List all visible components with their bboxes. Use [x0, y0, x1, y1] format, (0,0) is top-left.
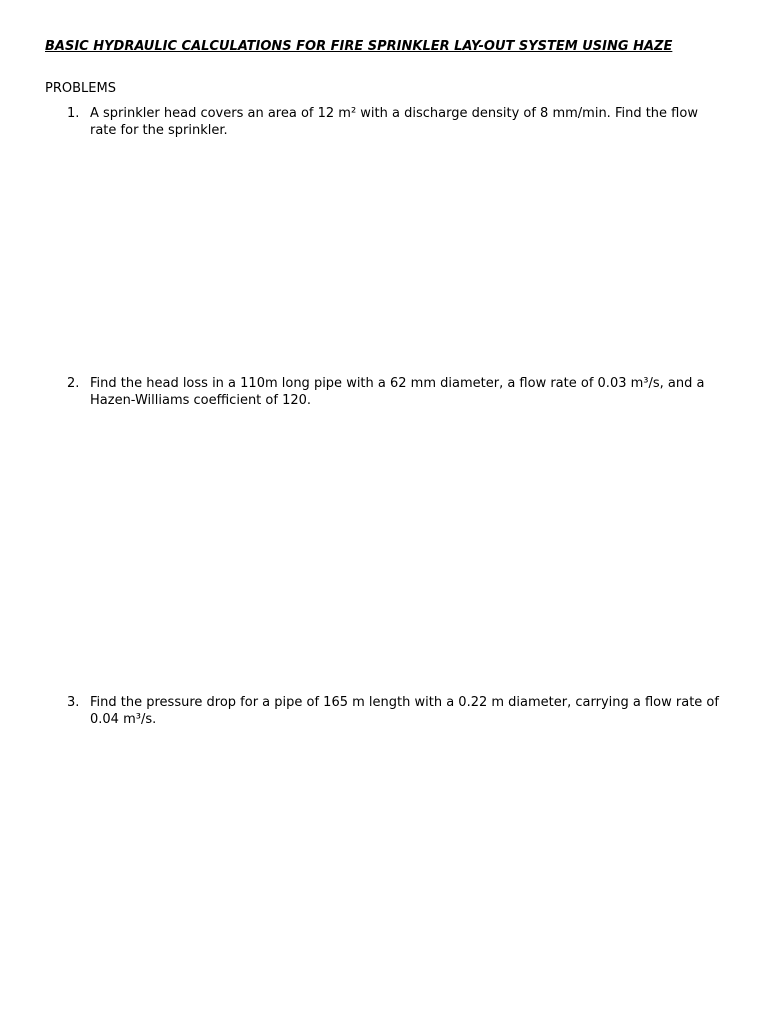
problem-text: A sprinkler head covers an area of 12 m² with a discharge density of 8 mm/min. Find the flow rate for the sprinkler. [90, 106, 698, 138]
problem-number: 1. [67, 106, 80, 121]
problem-number: 2. [67, 376, 80, 391]
problem-item-3 [67, 694, 727, 728]
document-title: BASIC HYDRAULIC CALCULATIONS FOR FIRE SPRINKLER LAY-OUT SYSTEM USING HAZE [45, 39, 673, 54]
section-label-problems: PROBLEMS [45, 81, 116, 96]
problem-text: Find the head loss in a 110m long pipe with a 62 mm diameter, a flow rate of 0.03 m³/s, and a Hazen-Williams coefficient of 120. [90, 376, 705, 408]
problem-item-2 [67, 375, 727, 409]
problem-number: 3. [67, 695, 80, 710]
problem-item-1 [67, 105, 727, 139]
problem-text: Find the pressure drop for a pipe of 165 m length with a 0.22 m diameter, carrying a flow rate of 0.04 m³/s. [90, 695, 719, 727]
